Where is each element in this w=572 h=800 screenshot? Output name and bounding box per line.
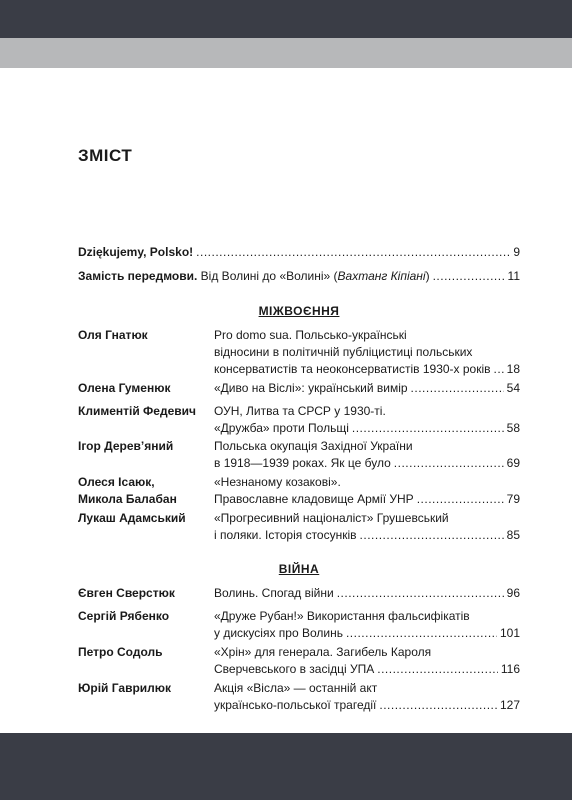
dot-leader	[494, 361, 504, 378]
dot-leader	[394, 455, 504, 472]
entry-title: «Прогресивний націоналіст» Грушевський і поляки. Історія стосунків ..... 85	[214, 510, 520, 544]
entry-title: Польська окупація Західної України в 1918—1939 роках. Як це було ..... 69	[214, 438, 520, 472]
entry-author: Олена Гуменюк	[78, 381, 171, 395]
bottom-dark-band	[0, 733, 572, 800]
entry-author: Сергій Рябенко	[78, 609, 170, 623]
page-number: 18	[506, 362, 520, 376]
page-number: 58	[506, 421, 520, 435]
entry-title: «Незнаному козакові». Православне кладовище Армії УНР ..... 79	[214, 474, 520, 508]
entry-title: Замість передмови.	[78, 269, 198, 283]
page-number: 101	[499, 626, 520, 640]
entry-title: Волинь. Спогад війни ..... 96	[214, 585, 520, 602]
entry-author: Петро Содоль	[78, 645, 163, 659]
entry-title: «Диво на Віслі»: український вимір ..... 54	[214, 380, 520, 397]
entry-author: Ігор Дерев’яний	[78, 439, 174, 453]
section-heading: ВІЙНА	[278, 562, 320, 576]
top-gray-band	[0, 38, 572, 68]
dot-leader	[196, 244, 510, 261]
page-title: ЗМІСТ	[78, 146, 133, 165]
dot-leader	[377, 661, 498, 678]
dot-leader	[417, 491, 504, 508]
entry-tail: )	[425, 269, 430, 283]
entry-author: Климентій Федевич	[78, 404, 196, 418]
entry-title: «Друже Рубан!» Використання фальсифікатів у дискусіях про Волинь ..... 101	[214, 608, 520, 642]
page-number: 11	[507, 269, 520, 283]
entry-title: Pro domo sua. Польсько-українські відносини в політичній публіцистиці польських консерватистів та неоконсерватистів 1930-х років ..... 18	[214, 327, 520, 378]
entry-author: Євген Сверстюк	[78, 586, 175, 600]
top-dark-band	[0, 0, 572, 38]
page-number: 54	[506, 381, 520, 395]
entry-author: Лукаш Адамський	[78, 511, 186, 525]
page-number: 9	[513, 245, 520, 259]
page-number: 96	[506, 586, 520, 600]
entry-title: «Хрін» для генерала. Загибель Кароля Сверчевського в засідці УПА ..... 116	[214, 644, 520, 678]
entry-subtitle: Від Волині до «Волині» (	[197, 269, 338, 283]
page-number: 85	[506, 528, 520, 542]
entry-title: ОУН, Литва та СРСР у 1930-ті. «Дружба» проти Польщі ..... 58	[214, 403, 520, 437]
entry-title: Dziękujemy, Polsko!	[78, 245, 194, 259]
entry-author: Оля Гнатюк	[78, 328, 148, 342]
dot-leader	[411, 380, 504, 397]
dot-leader	[346, 625, 497, 642]
dot-leader	[337, 585, 504, 602]
page-number: 79	[506, 492, 520, 506]
entry-author: Юрій Гаврилюк	[78, 681, 172, 695]
dot-leader	[352, 420, 504, 437]
entry-author: Олеся Ісаюк, Микола Балабан	[78, 475, 177, 506]
section-heading: МІЖВОЄННЯ	[258, 304, 340, 318]
page-number: 69	[506, 456, 520, 470]
toc-entry-intro-1	[78, 244, 520, 261]
dot-leader	[379, 697, 497, 714]
entry-author: Вахтанг Кіпіані	[337, 269, 426, 283]
page-number: 127	[499, 698, 520, 712]
page-number: 116	[500, 662, 520, 676]
toc-entry-intro-2	[78, 268, 520, 285]
dot-leader	[433, 268, 505, 285]
dot-leader	[360, 527, 504, 544]
entry-title: Акція «Вісла» — останній акт українсько-польської трагедії ..... 127	[214, 680, 520, 714]
